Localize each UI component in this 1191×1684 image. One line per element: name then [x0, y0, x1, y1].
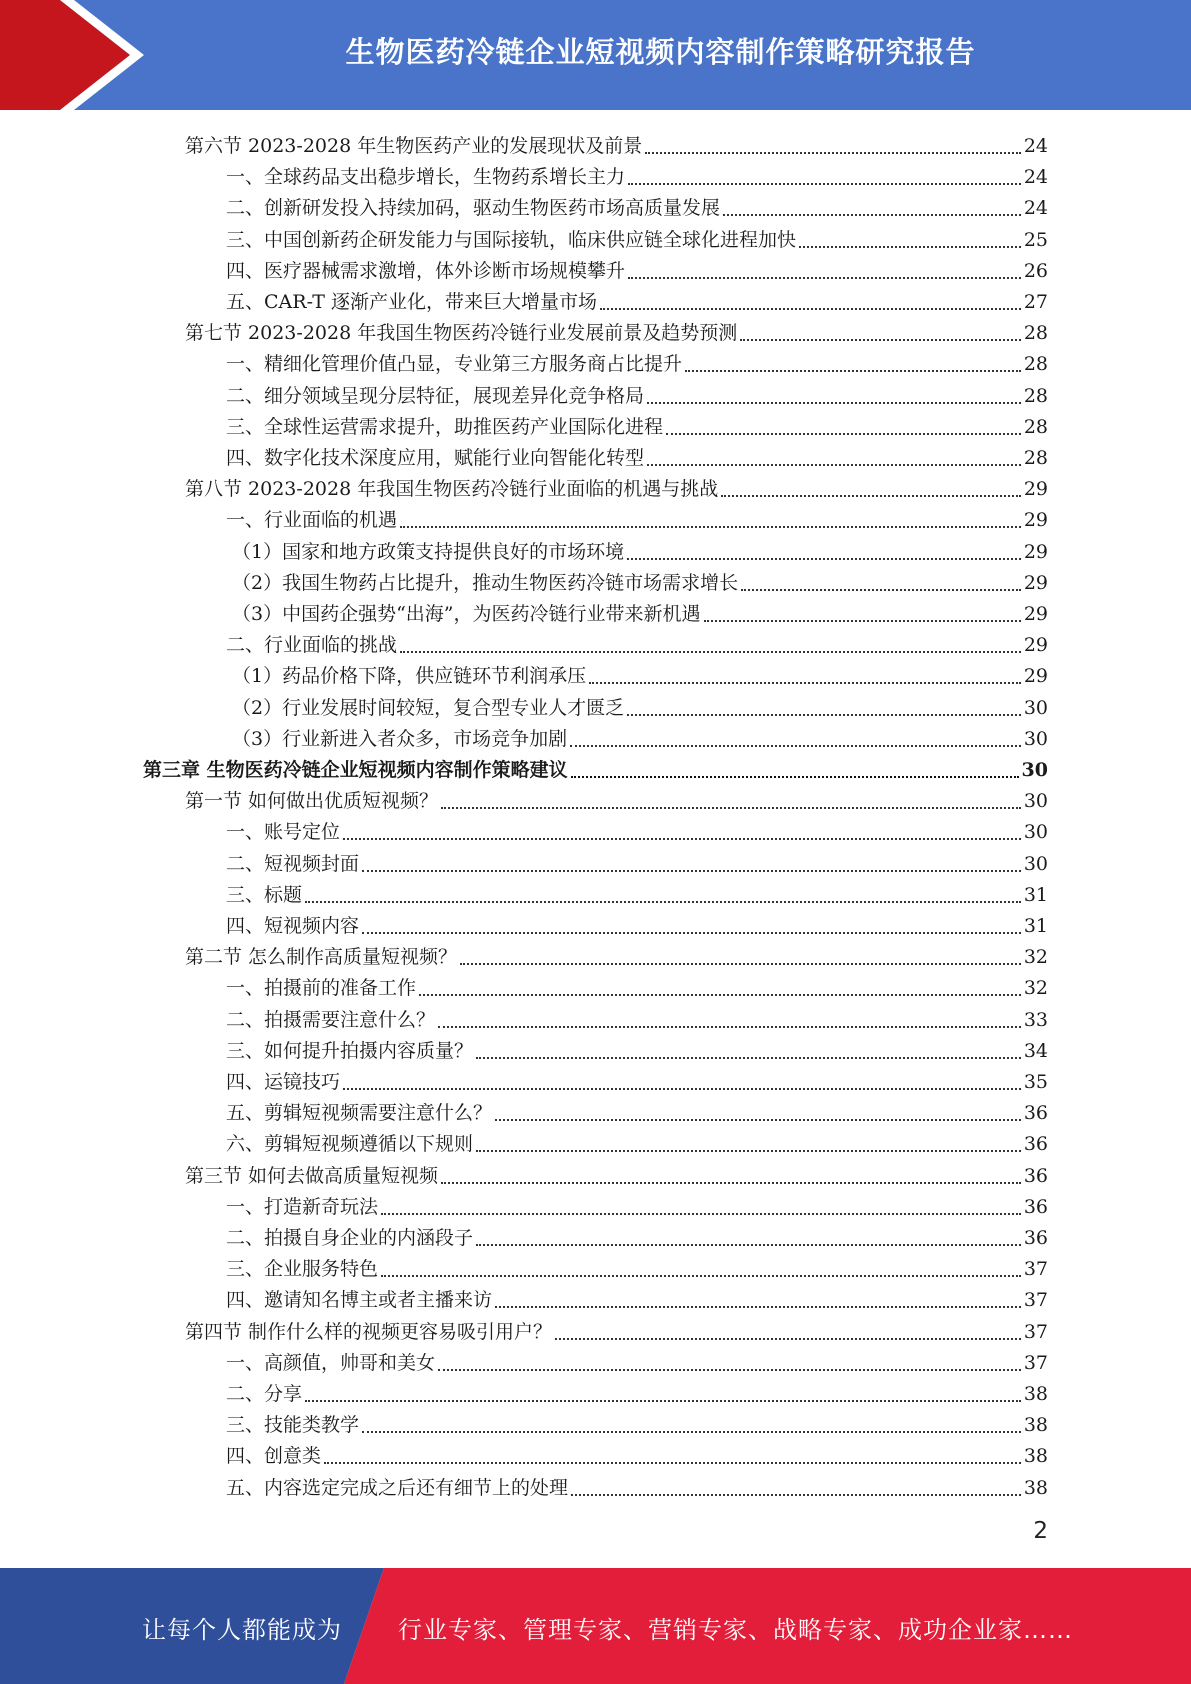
toc-entry-title: 第一节 如何做出优质短视频？	[185, 790, 439, 813]
toc-entry-page: 30	[1023, 727, 1048, 750]
toc-dot-leader	[666, 413, 1021, 435]
toc-dot-leader	[723, 194, 1021, 216]
toc-dot-leader	[741, 569, 1021, 591]
toc-entry-page: 36	[1023, 1227, 1048, 1249]
toc-dot-leader	[362, 912, 1021, 934]
toc-dot-leader	[305, 881, 1021, 903]
toc-entry[interactable]	[226, 908, 1048, 939]
toc-entry[interactable]	[185, 471, 1048, 502]
toc-entry-page: 29	[1023, 509, 1048, 532]
toc-entry-page: 38	[1023, 1383, 1048, 1405]
toc-entry-title: 第七节 2023-2028 年我国生物医药冷链行业发展前景及趋势预测	[185, 322, 738, 345]
toc-dot-leader	[441, 1162, 1021, 1184]
toc-entry-title: 一、拍摄前的准备工作	[226, 977, 417, 1000]
toc-entry[interactable]	[226, 190, 1048, 221]
toc-entry-title: 四、运镜技巧	[226, 1071, 341, 1093]
toc-entry-title: 三、企业服务特色	[226, 1258, 379, 1281]
toc-dot-leader	[645, 132, 1021, 154]
toc-entry-title: 一、全球药品支出稳步增长，生物药系增长主力	[226, 166, 626, 189]
toc-entry[interactable]	[185, 315, 1048, 346]
toc-entry[interactable]	[185, 1158, 1048, 1189]
toc-entry-title: 二、短视频封面	[226, 852, 360, 875]
toc-dot-leader	[476, 1130, 1021, 1152]
toc-entry[interactable]	[232, 534, 1048, 565]
toc-entry-title: 一、打造新奇玩法	[226, 1195, 379, 1218]
toc-entry-page: 29	[1023, 571, 1048, 594]
toc-entry[interactable]	[226, 502, 1048, 533]
toc-entry-page: 25	[1023, 228, 1048, 251]
toc-entry-page: 37	[1023, 1289, 1048, 1312]
toc-entry[interactable]	[185, 783, 1048, 814]
toc-entry-title: 一、高颜值，帅哥和美女	[226, 1351, 436, 1374]
toc-entry-page: 36	[1023, 1195, 1048, 1218]
toc-entry[interactable]	[226, 1064, 1048, 1095]
toc-entry-page: 36	[1023, 1102, 1048, 1125]
toc-entry[interactable]	[226, 1095, 1048, 1126]
toc-entry-page: 28	[1023, 447, 1048, 469]
toc-entry-title: 二、拍摄自身企业的内涵段子	[226, 1227, 474, 1249]
toc-entry[interactable]	[226, 1189, 1048, 1220]
toc-dot-leader	[628, 257, 1021, 279]
toc-entry[interactable]	[226, 253, 1048, 284]
toc-entry-page: 31	[1023, 883, 1048, 906]
toc-entry-title: 三、标题	[226, 883, 303, 906]
toc-entry-page: 29	[1023, 603, 1048, 625]
toc-entry[interactable]	[226, 1002, 1048, 1033]
toc-entry-page: 35	[1023, 1071, 1048, 1093]
toc-entry-title: 第八节 2023-2028 年我国生物医药冷链行业面临的机遇与挑战	[185, 478, 719, 501]
toc-entry-title: （1）国家和地方政策支持提供良好的市场环境	[232, 540, 625, 563]
toc-entry-title: 二、分享	[226, 1383, 303, 1405]
toc-dot-leader	[627, 538, 1021, 560]
toc-entry[interactable]	[226, 284, 1048, 315]
toc-entry-page: 24	[1023, 135, 1048, 157]
toc-entry-page: 36	[1023, 1164, 1048, 1187]
toc-dot-leader	[419, 974, 1021, 996]
toc-entry[interactable]	[232, 658, 1048, 689]
toc-dot-leader	[476, 1224, 1021, 1246]
toc-entry[interactable]	[226, 409, 1048, 440]
toc-dot-leader	[343, 818, 1021, 840]
toc-entry-page: 37	[1023, 1258, 1048, 1281]
toc-entry-title: 三、如何提升拍摄内容质量？	[226, 1039, 474, 1062]
toc-dot-leader	[570, 725, 1021, 747]
toc-entry-title: 四、邀请知名博主或者主播来访	[226, 1289, 493, 1312]
toc-dot-leader	[799, 226, 1021, 248]
toc-entry-page: 29	[1023, 540, 1048, 563]
toc-entry[interactable]	[226, 346, 1048, 377]
toc-entry-title: 四、医疗器械需求激增，体外诊断市场规模攀升	[226, 259, 626, 282]
toc-entry-title: （3）中国药企强势“出海”，为医药冷链行业带来新机遇	[232, 603, 701, 625]
toc-entry-page: 33	[1023, 1008, 1048, 1031]
toc-entry-page: 36	[1023, 1133, 1048, 1156]
toc-dot-leader	[704, 600, 1021, 622]
toc-entry-title: 一、精细化管理价值凸显，专业第三方服务商占比提升	[226, 353, 683, 376]
toc-dot-leader	[647, 382, 1021, 404]
toc-dot-leader	[495, 1099, 1021, 1121]
toc-entry[interactable]	[226, 1220, 1048, 1251]
toc-entry-title: 三、全球性运营需求提升，助推医药产业国际化进程	[226, 415, 664, 438]
toc-entry[interactable]	[232, 690, 1048, 721]
toc-entry-title: 四、创意类	[226, 1445, 322, 1468]
toc-entry-title: （2）我国生物药占比提升，推动生物医药冷链市场需求增长	[232, 571, 739, 594]
toc-entry[interactable]	[226, 1376, 1048, 1407]
toc-entry-page: 30	[1023, 852, 1048, 875]
footer-slogan-right: 行业专家、管理专家、营销专家、战略专家、成功企业家……	[398, 1616, 1073, 1644]
toc-entry[interactable]	[226, 1282, 1048, 1313]
toc-entry-page: 30	[1023, 696, 1048, 719]
toc-dot-leader	[476, 1037, 1021, 1059]
toc-entry-page: 38	[1023, 1476, 1048, 1499]
toc-dot-leader	[305, 1380, 1021, 1402]
page-header	[0, 0, 1191, 110]
toc-entry-title: 一、行业面临的机遇	[226, 509, 398, 532]
toc-entry-title: 一、账号定位	[226, 821, 341, 844]
page-number: 2	[1033, 1518, 1048, 1544]
toc-entry-page: 24	[1023, 166, 1048, 189]
toc-entry-page: 27	[1023, 291, 1048, 313]
toc-entry-title: 二、创新研发投入持续加码，驱动生物医药市场高质量发展	[226, 197, 721, 220]
toc-dot-leader	[627, 694, 1021, 716]
toc-entry-page: 28	[1023, 322, 1048, 345]
toc-entry[interactable]	[226, 970, 1048, 1001]
toc-entry[interactable]	[226, 222, 1048, 253]
toc-dot-leader	[400, 631, 1021, 653]
toc-entry[interactable]	[226, 1438, 1048, 1469]
toc-entry-title: 第二节 怎么制作高质量短视频？	[185, 946, 458, 969]
toc-dot-leader	[721, 475, 1021, 497]
toc-entry[interactable]	[226, 1470, 1048, 1501]
toc-entry-title: 第四节 制作什么样的视频更容易吸引用户？	[185, 1320, 553, 1343]
toc-dot-leader	[441, 787, 1021, 809]
toc-entry-title: 第三节 如何去做高质量短视频	[185, 1164, 439, 1187]
toc-entry-title: （2）行业发展时间较短，复合型专业人才匮乏	[232, 696, 625, 719]
toc-entry-page: 30	[1023, 821, 1048, 844]
toc-entry-page: 38	[1023, 1414, 1048, 1437]
toc-entry-page: 28	[1023, 384, 1048, 407]
toc-entry[interactable]	[226, 814, 1048, 845]
toc-dot-leader	[628, 163, 1021, 185]
toc-dot-leader	[438, 1006, 1021, 1028]
toc-entry[interactable]	[226, 846, 1048, 877]
toc-dot-leader	[381, 1255, 1021, 1277]
toc-entry-title: （1）药品价格下降，供应链环节利润承压	[232, 665, 587, 688]
toc-dot-leader	[362, 850, 1021, 872]
toc-entry-title: 三、技能类教学	[226, 1414, 360, 1437]
toc-entry-title: 五、CAR-T 逐渐产业化，带来巨大增量市场	[226, 291, 598, 313]
toc-entry-page: 29	[1023, 478, 1048, 501]
toc-entry[interactable]	[232, 596, 1048, 627]
toc-dot-leader	[589, 662, 1021, 684]
toc-entry-page: 38	[1023, 1445, 1048, 1468]
toc-entry-title: 第三章 生物医药冷链企业短视频内容制作策略建议	[143, 759, 568, 781]
report-title: 生物医药冷链企业短视频内容制作策略研究报告	[345, 35, 976, 69]
toc-dot-leader	[740, 319, 1021, 341]
toc-entry-title: 五、剪辑短视频需要注意什么？	[226, 1102, 493, 1125]
toc-entry-title: 三、中国创新药企研发能力与国际接轨，临床供应链全球化进程加快	[226, 228, 797, 251]
toc-entry-title: 二、行业面临的挑战	[226, 634, 398, 657]
toc-entry-page: 32	[1023, 946, 1048, 969]
toc-entry-page: 28	[1023, 415, 1048, 438]
toc-entry-title: 四、短视频内容	[226, 915, 360, 937]
toc-dot-leader	[571, 1474, 1021, 1496]
toc-dot-leader	[571, 756, 1019, 778]
toc-dot-leader	[555, 1318, 1021, 1340]
toc-entry-page: 30	[1023, 790, 1048, 813]
toc-entry[interactable]	[226, 877, 1048, 908]
toc-entry-page: 26	[1023, 259, 1048, 282]
toc-dot-leader	[362, 1411, 1021, 1433]
toc-entry-page: 29	[1023, 634, 1048, 657]
toc-entry-page: 34	[1023, 1039, 1048, 1062]
toc-entry[interactable]	[226, 1345, 1048, 1376]
toc-entry-page: 29	[1023, 665, 1048, 688]
toc-entry[interactable]	[185, 939, 1048, 970]
toc-entry-page: 28	[1023, 353, 1048, 376]
toc-entry-title: 二、拍摄需要注意什么？	[226, 1008, 436, 1031]
toc-entry[interactable]	[226, 440, 1048, 471]
toc-dot-leader	[438, 1349, 1021, 1371]
toc-entry-title: 六、剪辑短视频遵循以下规则	[226, 1133, 474, 1156]
toc-entry[interactable]	[226, 1126, 1048, 1157]
toc-entry-title: （3）行业新进入者众多，市场竞争加剧	[232, 727, 568, 750]
toc-entry[interactable]	[226, 159, 1048, 190]
toc-entry-page: 32	[1023, 977, 1048, 1000]
toc-entry[interactable]	[226, 1251, 1048, 1282]
toc-dot-leader	[343, 1068, 1021, 1090]
toc-dot-leader	[600, 288, 1021, 310]
toc-entry-title: 第六节 2023-2028 年生物医药产业的发展现状及前景	[185, 135, 643, 157]
toc-entry[interactable]	[232, 565, 1048, 596]
toc-dot-leader	[381, 1193, 1021, 1215]
toc-entry-title: 四、数字化技术深度应用，赋能行业向智能化转型	[226, 447, 645, 469]
toc-entry[interactable]	[226, 1407, 1048, 1438]
toc-entry[interactable]	[226, 627, 1048, 658]
toc-entry-page: 31	[1023, 915, 1048, 937]
toc-entry[interactable]	[185, 1314, 1048, 1345]
toc-entry-page: 37	[1023, 1320, 1048, 1343]
toc-dot-leader	[647, 444, 1021, 466]
toc-entry-page: 24	[1023, 197, 1048, 220]
toc-dot-leader	[460, 943, 1021, 965]
toc-entry-title: 五、内容选定完成之后还有细节上的处理	[226, 1476, 569, 1499]
toc-dot-leader	[400, 506, 1021, 528]
toc-dot-leader	[495, 1286, 1021, 1308]
toc-entry[interactable]	[226, 1033, 1048, 1064]
toc-dot-leader	[324, 1442, 1021, 1464]
footer-slogan-left: 让每个人都能成为	[142, 1616, 342, 1644]
toc-entry-page: 37	[1023, 1351, 1048, 1374]
toc-entry[interactable]	[226, 378, 1048, 409]
page-footer	[0, 1568, 1191, 1684]
toc-dot-leader	[685, 350, 1021, 372]
toc-entry[interactable]	[143, 752, 1048, 783]
toc-entry[interactable]	[232, 721, 1048, 752]
toc-entry-page: 30	[1021, 759, 1048, 781]
toc-entry-title: 二、细分领域呈现分层特征，展现差异化竞争格局	[226, 384, 645, 407]
toc-entry[interactable]	[185, 128, 1048, 159]
